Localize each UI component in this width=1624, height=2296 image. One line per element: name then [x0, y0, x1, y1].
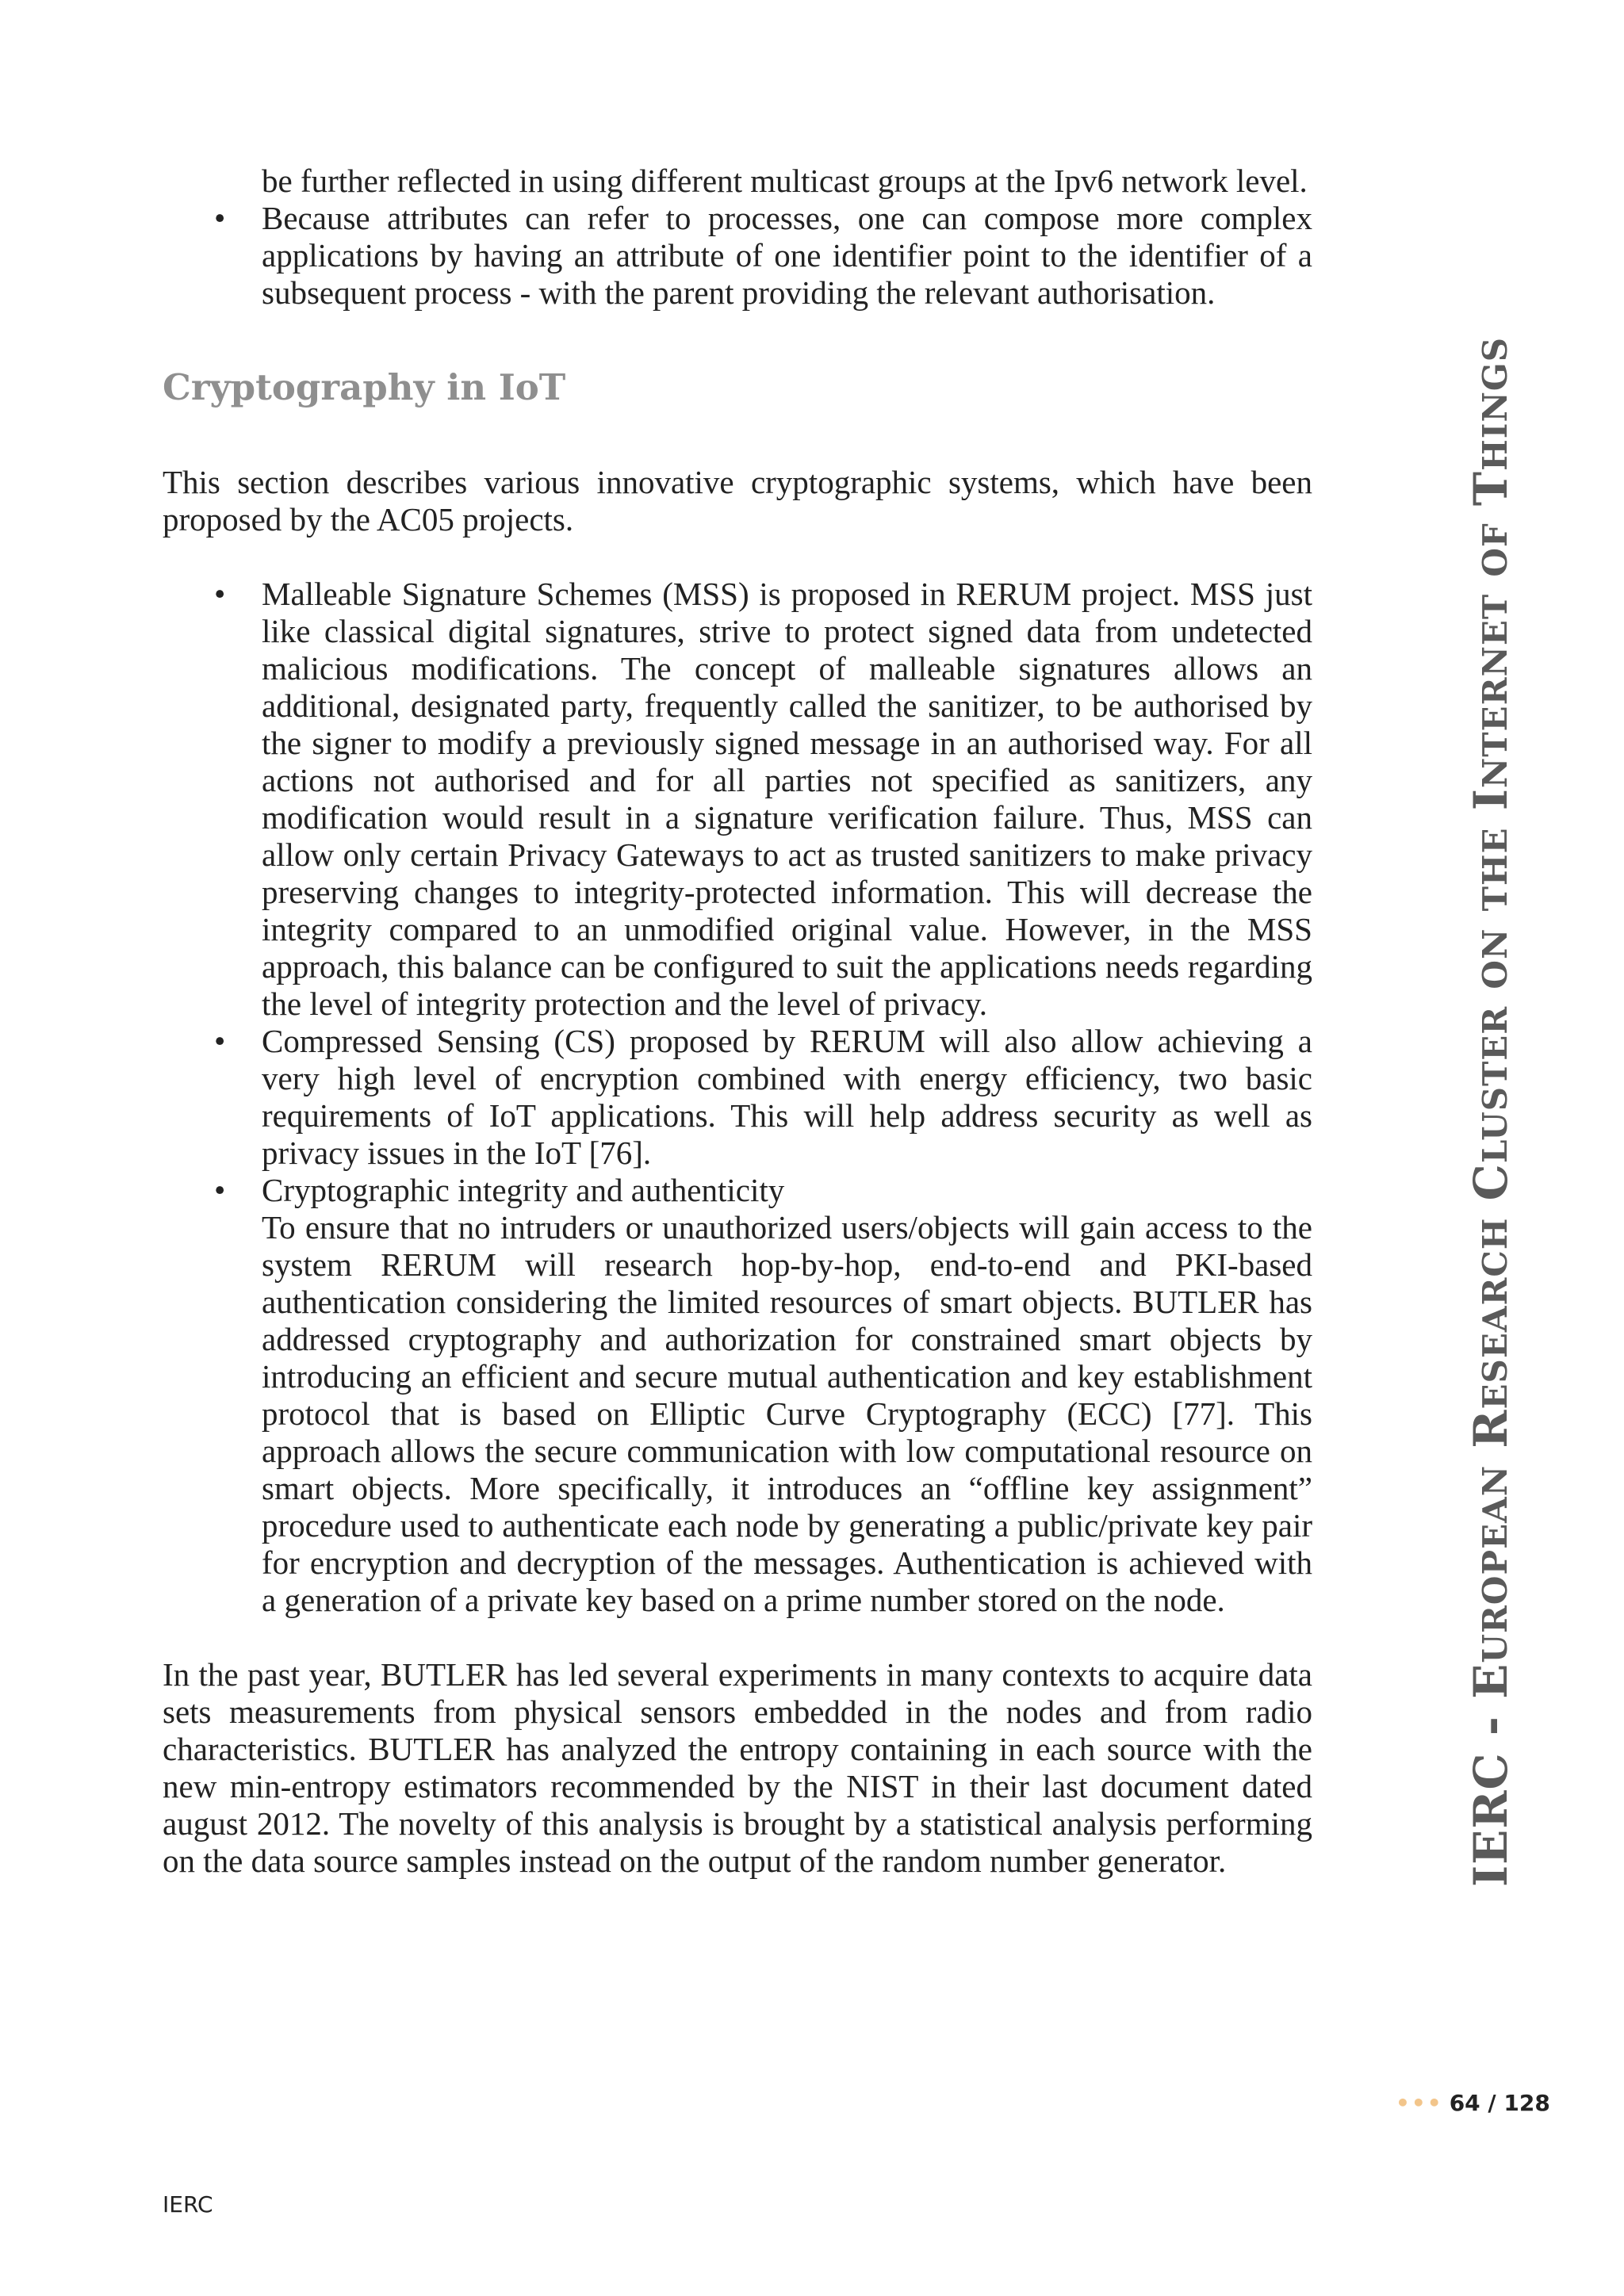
page-number — [1396, 2090, 1550, 2116]
sidebar-word: THE — [1476, 827, 1515, 912]
intro-paragraph: This section describes various innovative cryptographic systems, which have been proposed by the AC05 projects. — [163, 464, 1312, 538]
sidebar-word: RESEARCH — [1464, 1217, 1518, 1448]
dots-icon: ••• — [1396, 2090, 1443, 2116]
closing-paragraph: In the past year, BUTLER has led several experiments in many contexts to acquire data sets measurements from physical sensors embedded in the nodes and from radio characteristics. BUTLER has analyzed the entropy containing in each source with the new min-entropy estimators recommended by the NIST in their last document dated august 2012. The novelty of this analysis is brought by a statistical analysis performing on the data source samples instead on the output of the random number generator. — [163, 1656, 1312, 1879]
sidebar-word: THINGS — [1464, 336, 1518, 507]
bullet-text: Malleable Signature Schemes (MSS) is proposed in RERUM project. MSS just like classical digital signatures, strive to protect signed data from undetected malicious modifications. The concept of malleable signatures allows an additional, designated party, frequently called the sanitizer, to be authorised by the signer to modify a previously signed message in an authorised way. For all actions not authorised and for all parties not specified as sanitizers, any modification would result in a signature verification failure. Thus, MSS can allow only certain Privacy Gateways to act as trusted sanitizers to make privacy preserving changes to integrity-protected information. This will decrease the integrity compared to an unmodified original value. However, in the MSS approach, this balance can be configured to suit the applications needs regarding the level of integrity protection and the level of privacy. — [262, 576, 1312, 1022]
bullet-text: Compressed Sensing (CS) proposed by RERUM will also allow achieving a very high level of encryption combined with energy efficiency, two basic requirements of IoT applications. This will help address security as well as privacy issues in the IoT [76]. — [262, 1023, 1312, 1171]
bullet-icon: • — [214, 576, 226, 612]
top-continuation-text: be further reflected in using different multicast groups at the Ipv6 network level. — [262, 163, 1308, 199]
top-bullet-list — [163, 200, 1312, 312]
page-content — [163, 163, 1312, 1880]
sidebar-word: CLUSTER — [1464, 1005, 1518, 1201]
list-item — [163, 1172, 1312, 1619]
crypto-bullet-list — [163, 576, 1312, 1619]
sidebar-word: OF — [1476, 522, 1515, 577]
sidebar-word: EUROPEAN — [1464, 1464, 1518, 1699]
bullet-title: Cryptographic integrity and authenticity — [262, 1172, 785, 1208]
sidebar-prefix: IERC - — [1464, 1698, 1518, 1887]
bullet-icon: • — [214, 200, 226, 236]
sidebar-running-title — [1464, 336, 1519, 1887]
sidebar-word: INTERNET — [1464, 593, 1518, 811]
list-item — [163, 576, 1312, 1023]
sidebar-word: ON — [1476, 928, 1515, 989]
bullet-icon: • — [214, 1172, 226, 1208]
footer-label: IERC — [163, 2191, 213, 2218]
page-number-label: 64 / 128 — [1449, 2090, 1550, 2116]
list-item — [163, 200, 1312, 312]
section-heading: Cryptography in IoT — [163, 366, 566, 408]
list-item — [163, 1023, 1312, 1172]
bullet-text: To ensure that no intruders or unauthorized users/objects will gain access to the system RERUM will research hop-by-hop, end-to-end and PKI-based authentication considering the limited resources of smart objects. BUTLER has addressed cryptography and authorization for constrained smart objects by introducing an efficient and secure mutual authentication and key establishment protocol that is based on Elliptic Curve Cryptography (ECC) [77]. This approach allows the secure communication with low computational resource on smart objects. More specifically, it introduces an “offline key assignment” procedure used to authenticate each node by generating a public/private key pair for encryption and decryption of the messages. Authentication is achieved with a generation of a private key based on a prime number stored on the node. — [262, 1209, 1312, 1618]
bullet-icon: • — [214, 1023, 226, 1059]
bullet-text: Because attributes can refer to processes, one can compose more complex applications by having an attribute of one identifier point to the identifier of a subsequent process - with the parent providing the relevant authorisation. — [262, 200, 1312, 311]
